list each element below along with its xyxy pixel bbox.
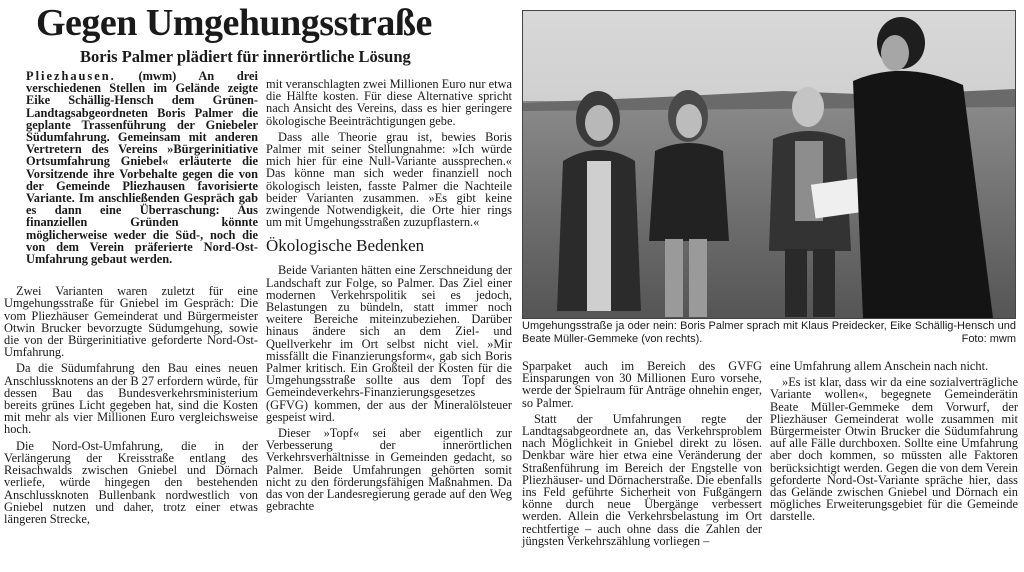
photo-credit: Foto: mwm [961, 333, 1016, 345]
body-paragraph: Sparpaket auch im Bereich des GVFG Einsparungen von 30 Millionen Euro vorsehe, werde der Spielraum für Anträge ohnehin enger, so Palmer. [522, 359, 762, 410]
crosshead: Ökologische Bedenken [266, 236, 425, 256]
news-photo [522, 10, 1016, 319]
body-paragraph: eine Umfahrung allem Anschein nach nicht. [770, 359, 989, 373]
body-paragraph: Zwei Varianten waren zuletzt für eine Umgehungsstraße für Gniebel im Gespräch: Die vom Pliezhäuser Gemeinderat und Bürgermeister Otwin Brucker bevorzugte Südumgehung, sowie die von der Bürgerinitiative geforderte Nord-Ost-Umfahrung. [4, 284, 258, 360]
body-paragraph: »Es ist klar, dass wir da eine sozialverträgliche Variante wollen«, begegnete Gemeinderätin Beate Müller-Gemmeke dem Vorwurf, der Pliezhäuser Gemeinderat wolle zusammen mit Bürgermeister Otwin Brucker die Südumfahrung auf alle Fälle durchboxen. Sollte eine Umfahrung aber doch kommen, so müssten alle Faktoren berücksichtigt werden. Gegen die von dem Verein geforderte Nord-Ost-Variante spräche hier, dass das Gelände zwischen Gniebel und Dörnach ein mögliches Erweiterungsgebiet für die Gemeinde darstelle. [770, 375, 1018, 524]
photo-caption [522, 320, 1016, 346]
column-1 [4, 70, 258, 529]
column-4 [770, 360, 1018, 527]
column-2 [266, 78, 512, 517]
headline: Gegen Umgehungsstraße [36, 2, 432, 44]
body-paragraph: Dass alle Theorie grau ist, bewies Boris Palmer mit seiner Stellungnahme: »Ich würde mich hier für eine Null-Variante aussprechen.« Das könne man sich weder finanziell noch ökologisch leisten, fasste Palmer die Nachteile beider Varianten zusammen. »Es gibt keine zwingende Notwendigkeit, die Orte hier rings um mit Umgehungsstraßen zuzupflastern.« [266, 129, 512, 230]
body-paragraph: Beide Varianten hätten eine Zerschneidung der Landschaft zur Folge, so Palmer. Das Ziel einer modernen Verkehrspolitik sei es jedoch, Belastungen zu bündeln, statt immer noch weitere Bereiche miteinzubeziehen. Darüber hinaus ändere sich an dem Ziel- und Quellverkehr im Ort selbst nicht viel. »Mir missfällt die Finanzierungsform«, gab sich Boris Palmer kritisch. Ein Großteil der Kosten für die Umgehungsstraße sollte aus dem Topf des Gemeindeverkehrs-Finanzierungsgesetzes (GFVG) kommen, der aus der Mineralölsteuer gespeist wird. [266, 263, 512, 424]
photo-illustration [523, 11, 1015, 318]
body-paragraph: mit veranschlagten zwei Millionen Euro nur etwa die Hälfte kosten. Für diese Alternative spricht nach Ansicht des Vereins, dass es hier geringere ökologische Beeinträchtigungen gebe. [266, 77, 512, 128]
subheadline: Boris Palmer plädiert für innerörtliche Lösung [80, 47, 411, 66]
body-paragraph: Dieser »Topf« sei aber eigentlich zur Verbesserung der innerörtlichen Verkehrsverhältnisse in Gemeinden gedacht, so Palmer. Beide Umfahrungen gehörten somit nicht zu den förderungsfähigen Maßnahmen. Da das von der Landesregierung gerade auf den Weg gebrachte [266, 426, 512, 514]
body-paragraph: Die Nord-Ost-Umfahrung, die in der Verlängerung der Kreisstraße entlang des Reisachwalds zwischen Gniebel und Dörnach verliefe, würde hingegen den bestehenden Anschlussknoten Bullenbank nordwestlich von Gniebel nutzen und daher, trotz einer etwas längeren Strecke, [4, 438, 258, 526]
body-paragraph: Statt der Umfahrungen regte der Landtagsabgeordnete an, das Verkehrsproblem nach Möglichkeit in Gniebel direkt zu lösen. Denkbar wäre hier etwa eine Veränderung der Straßenführung im Bereich der Engstelle von Pliezhäuser- und Dörnacherstraße. Die ebenfalls ins Feld geführte Sicherheit von Fußgängern könne durch neue Übergänge verbessert werden. Allein die Verkehrsbelastung im Ort rechtfertige – auch ohne dass die Zahlen der jüngsten Verkehrszählung vorliegen – [522, 411, 762, 548]
caption-text: Umgehungsstraße ja oder nein: Boris Palmer sprach mit Klaus Preidecker, Eike Schällig-Hensch und Beate Müller-Gemmeke (von rechts). [522, 320, 1016, 345]
column-3 [522, 360, 762, 551]
body-paragraph: Da die Südumfahrung den Bau eines neuen Anschlussknotens an der B 27 erfordern würde, für dessen Bau das Bundesverkehrsministerium bereits grünes Licht gegeben hat, sind die Kosten mit mehr als vier Millionen Euro vergleichsweise hoch. [4, 361, 258, 437]
lead-text [26, 70, 258, 265]
dateline: Pliezhausen. [26, 69, 116, 83]
lead-paragraph [4, 70, 258, 265]
lead-body: (mwm) An drei verschiedenen Stellen im Gelände zeigte Eike Schällig-Hensch dem Grünen-Landtagsabgeordneten Boris Palmer die geplante Trassenführung der Gniebeler Südumfahrung. Gemeinsam mit anderen Vertretern des Vereins »Bürgerinitiative Ortsumfahrung Gniebel« erläuterte die Vorsitzende ihre Vorbehalte gegen die von der Gemeinde Pliezhausen favorisierte Variante. Im anschließenden Gespräch gab es dann eine Überraschung: Aus finanziellen Gründen könnte möglicherweise weder die Süd-, noch die von dem Verein präferierte Nord-Ost-Umfahrung gebaut werden. [26, 69, 258, 267]
